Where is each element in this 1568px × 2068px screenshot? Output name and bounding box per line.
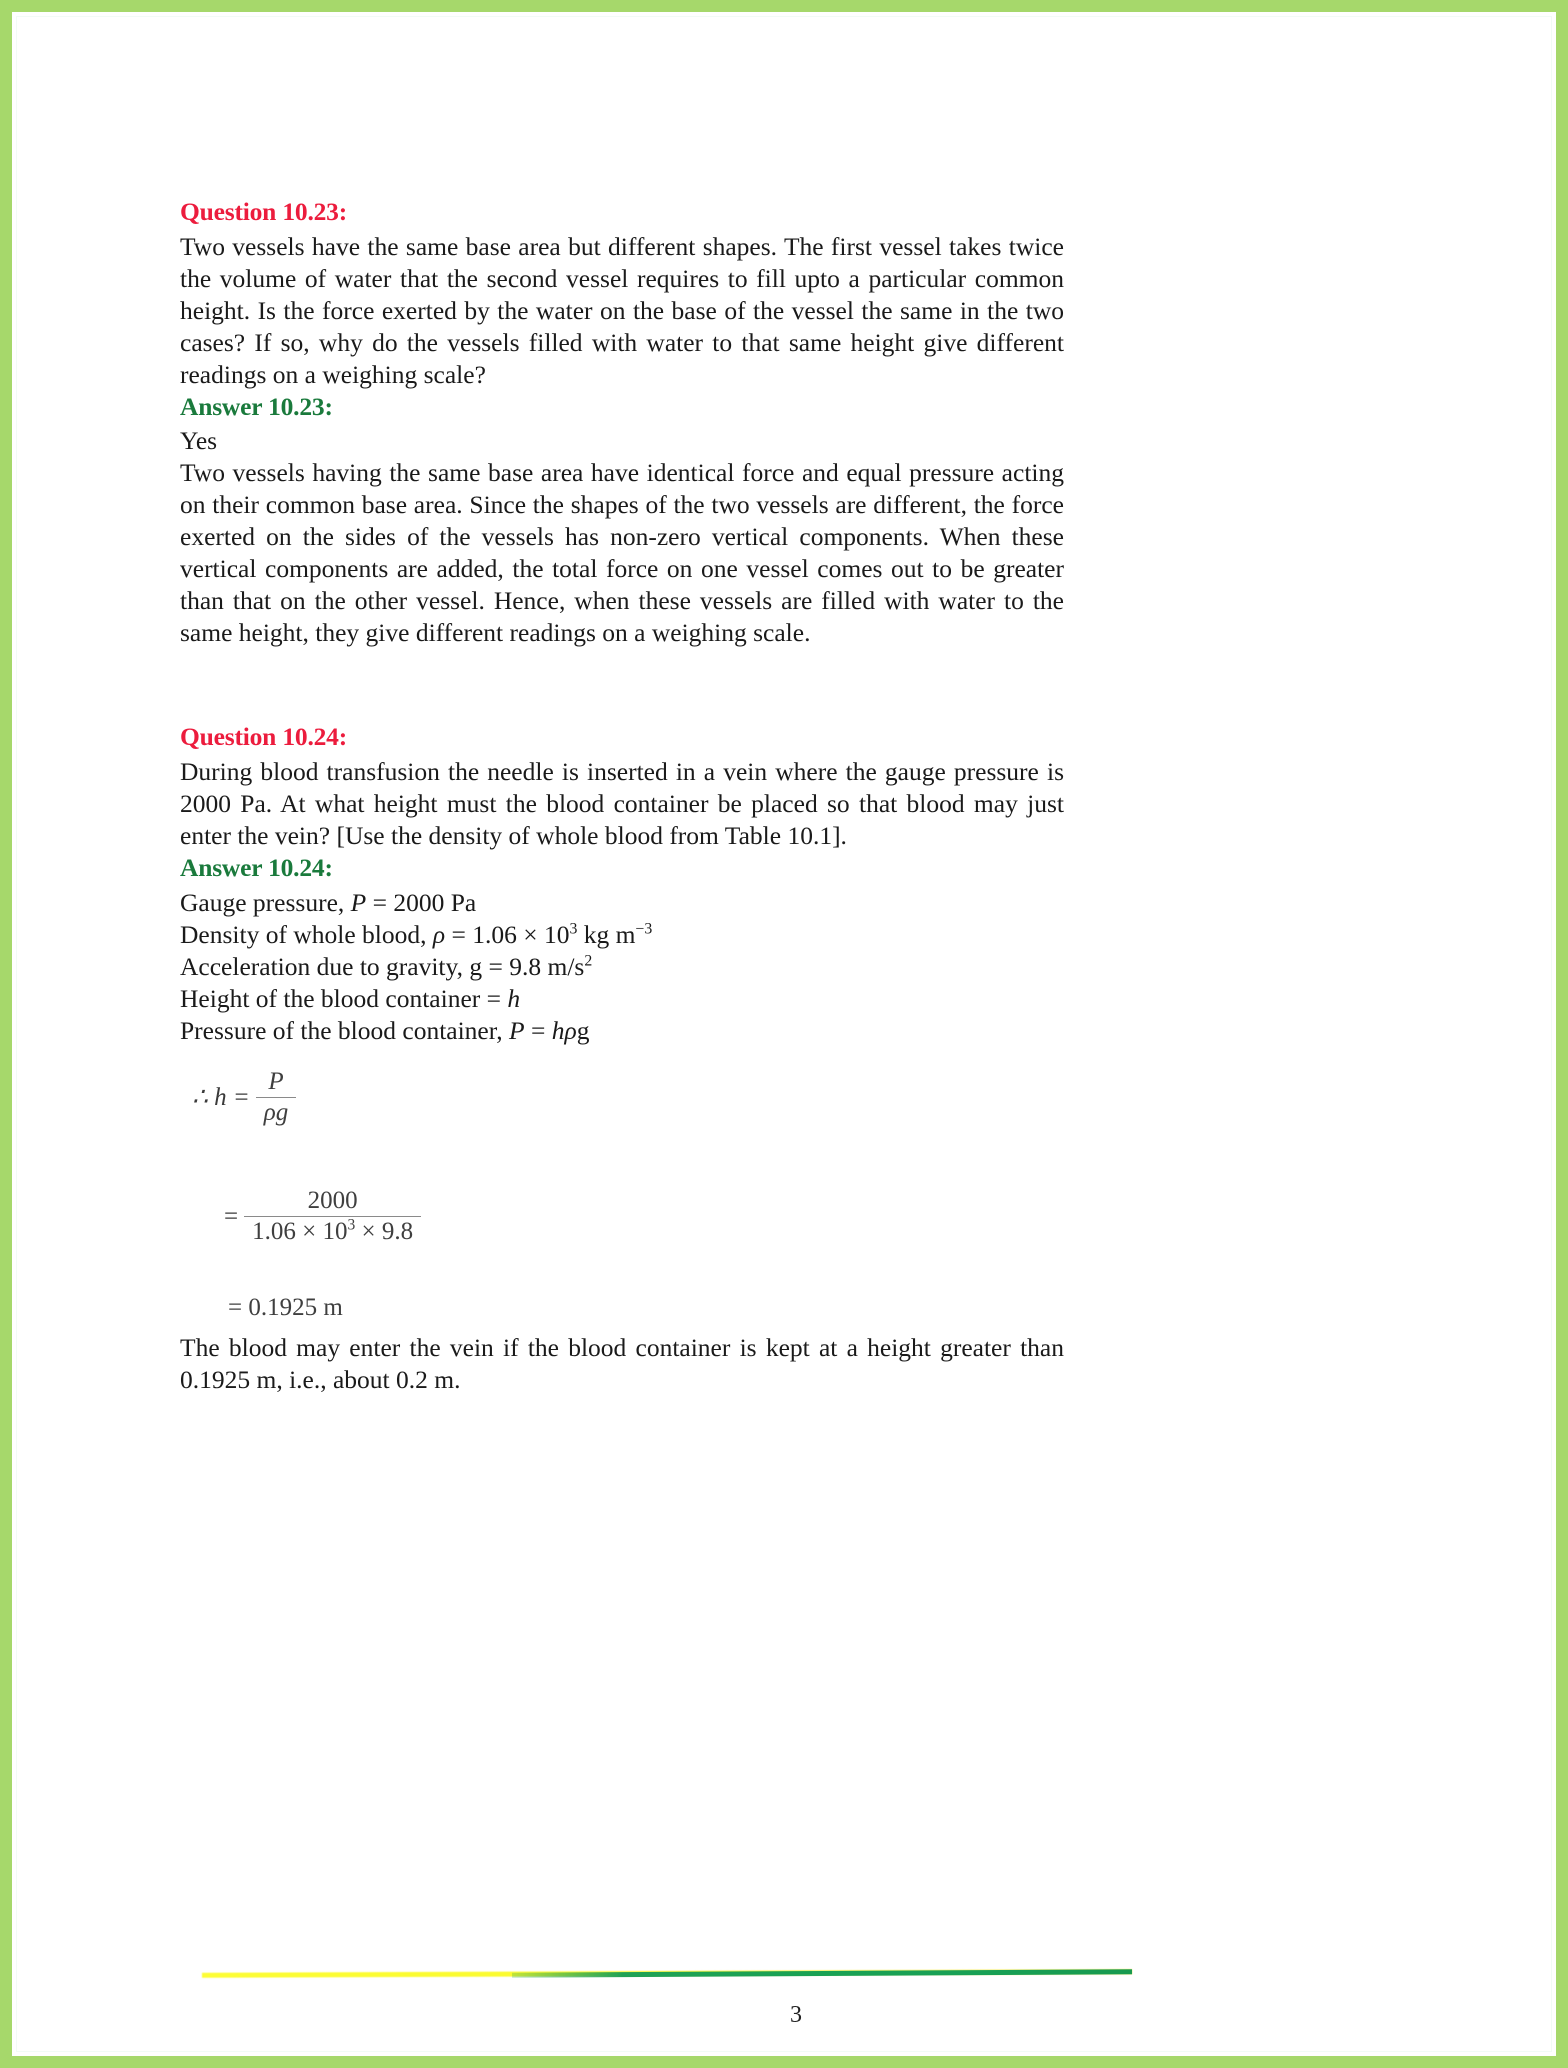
density-label: Density of whole blood, xyxy=(180,919,433,949)
pressure-rhs-rho: ρ xyxy=(564,1015,577,1045)
answer-text-10-23: Two vessels having the same base area have identical force and equal pressure acting on their common base area. Since the shapes of the two vessels are different, the force exerted on the sides of the vessels has non-zero vertical components. When these vertical components are added, the total force on one vessel comes out to be greater than that on the other vessel. Hence, when these vessels are filled with water to the same height, they give different readings on a weighing scale. xyxy=(180,458,1064,648)
fraction-1 xyxy=(256,1069,297,1127)
question-heading-10-23: Question 10.23: xyxy=(180,197,348,226)
equation-2-prefix: = xyxy=(224,1202,239,1230)
fraction-2-den-exponent: 3 xyxy=(347,1216,356,1234)
question-heading-10-24: Question 10.24: xyxy=(180,722,348,752)
answer-short-10-23: Yes xyxy=(180,426,218,456)
fraction-2 xyxy=(244,1188,421,1246)
given-gauge-pressure xyxy=(180,887,1064,919)
equation-h-equals-p-over-rho-g xyxy=(192,1069,1064,1127)
gauge-pressure-value: = 2000 Pa xyxy=(366,887,477,917)
equation-1-prefix: ∴ h = xyxy=(192,1084,250,1112)
gravity-label: Acceleration due to gravity, g = 9.8 m/s xyxy=(180,951,585,981)
fraction-1-numerator: P xyxy=(268,1067,284,1095)
pressure-symbol: P xyxy=(508,1015,525,1045)
answer-heading-10-24: Answer 10.24: xyxy=(180,852,333,882)
gauge-pressure-label: Gauge pressure, xyxy=(180,887,351,917)
gravity-exponent: 2 xyxy=(584,952,593,969)
given-height xyxy=(180,983,1064,1015)
fraction-2-den-part-b: × 9.8 xyxy=(355,1218,414,1246)
conclusion-text-10-24: The blood may enter the vein if the blood container is kept at a height greater than 0.1925 m, i.e., about 0.2 m. xyxy=(180,1332,1064,1394)
height-symbol: h xyxy=(507,983,521,1013)
density-exponent: 3 xyxy=(569,920,578,937)
pressure-rhs-g: g xyxy=(576,1015,590,1045)
density-symbol: ρ xyxy=(432,919,446,949)
question-text-10-23: Two vessels have the same base area but different shapes. The first vessel takes twice the volume of water that the second vessel requires to fill upto a particular common height. Is the force exerted by the water on the base of the vessel the same in the two cases? If so, why do the vessels filled with water to that same height give different readings on a weighing scale? xyxy=(180,231,1064,389)
pressure-label: Pressure of the blood container, xyxy=(180,1015,509,1045)
given-pressure-formula xyxy=(180,1015,1064,1047)
given-gravity xyxy=(180,951,1064,983)
pressure-rhs-h: h xyxy=(551,1015,565,1045)
height-label: Height of the blood container = xyxy=(180,983,508,1013)
density-unit-exponent: −3 xyxy=(635,920,653,937)
fraction-1-denominator: ρg xyxy=(256,1097,297,1126)
density-unit: kg m xyxy=(577,919,636,949)
gauge-pressure-symbol: P xyxy=(350,887,367,917)
given-density xyxy=(180,919,1064,951)
question-text-10-24: During blood transfusion the needle is inserted in a vein where the gauge pressure is 2000 Pa. At what height must the blood container be placed so that blood may just enter the vein? [Use the density of whole blood from Table 10.1]. xyxy=(180,756,1064,850)
footer-decorative-rule xyxy=(202,1968,1132,1978)
page-content xyxy=(180,196,1064,1396)
fraction-2-denominator xyxy=(244,1216,421,1245)
fraction-2-den-part-a: 1.06 × 10 xyxy=(252,1218,348,1246)
equation-result: = 0.1925 m xyxy=(228,1293,343,1321)
fraction-2-numerator: 2000 xyxy=(307,1187,358,1214)
equation-numeric-substitution xyxy=(224,1188,1064,1246)
density-value: = 1.06 × 10 xyxy=(445,919,570,949)
answer-heading-10-23: Answer 10.23: xyxy=(180,391,333,421)
page-number: 3 xyxy=(790,2002,802,2028)
section-spacer xyxy=(180,649,1064,721)
pressure-equals: = xyxy=(524,1015,552,1045)
